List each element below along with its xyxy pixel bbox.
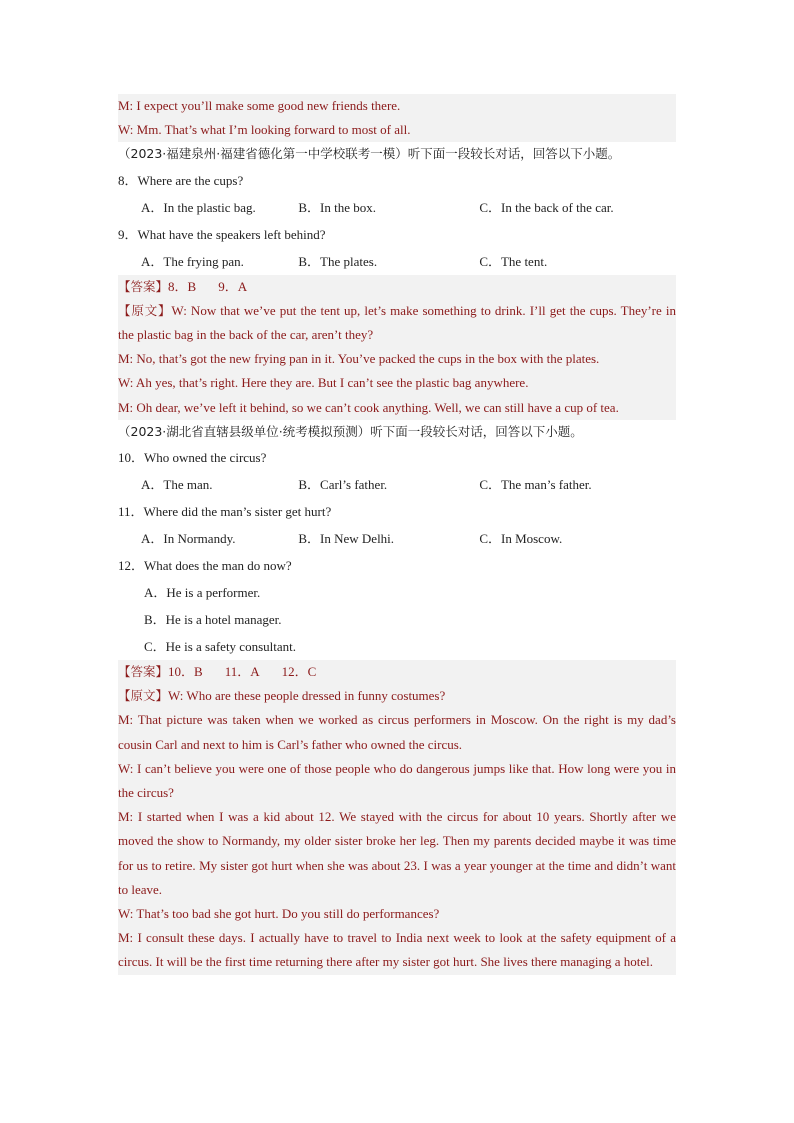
options-row bbox=[118, 471, 676, 498]
option-c: C．He is a safety consultant. bbox=[144, 639, 296, 655]
transcript-line: M: That picture was taken when we worked as circus performers in Moscow. On the right is my dad’s cousin Carl and next to him is Carl’s father who owned the circus. bbox=[118, 712, 676, 752]
option-b: B．In New Delhi. bbox=[298, 531, 395, 547]
options-row bbox=[118, 194, 676, 221]
question-stem: 11．Where did the man’s sister get hurt? bbox=[118, 504, 332, 520]
section-intro: （2023·湖北省直辖县级单位·统考模拟预测）听下面一段较长对话，回答以下小题。 bbox=[118, 423, 583, 439]
transcript-line: M: I consult these days. I actually have to travel to India next week to look at the safety equipment of a circus. It will be the first time returning there after my sister got hurt. She lives there managing a hotel. bbox=[118, 930, 676, 970]
transcript-line: W: Ah yes, that’s right. Here they are. But I can’t see the plastic bag anywhere. bbox=[118, 375, 529, 391]
option-a: A．The man. bbox=[141, 477, 213, 493]
option-c: C．In Moscow. bbox=[479, 531, 563, 547]
answer-item: 11．A bbox=[224, 664, 260, 680]
section-intro: （2023·福建泉州·福建省德化第一中学校联考一模）听下面一段较长对话，回答以下小题。 bbox=[118, 146, 621, 162]
text-tag: 【原文】 bbox=[118, 688, 169, 704]
question-stem: 12．What does the man do now? bbox=[118, 558, 292, 574]
transcript-line: W: That’s too bad she got hurt. Do you still do performances? bbox=[118, 906, 440, 922]
answer-tag: 【答案】 bbox=[118, 278, 169, 294]
option-a: A．In the plastic bag. bbox=[141, 199, 256, 215]
transcript-line: M: Oh dear, we’ve left it behind, so we can’t cook anything. Well, we can still have a cup of tea. bbox=[118, 399, 619, 415]
transcript-line: 【原文】W: Who are these people dressed in funny costumes? bbox=[118, 688, 446, 704]
option-b: B．In the box. bbox=[298, 199, 376, 215]
option-c: C．The man’s father. bbox=[479, 477, 592, 493]
options-row bbox=[118, 525, 676, 552]
transcript-line: M: I expect you’ll make some good new friends there. bbox=[118, 98, 401, 113]
answer-block bbox=[118, 660, 676, 975]
option-b: B．The plates. bbox=[298, 253, 378, 269]
option-a: A．He is a performer. bbox=[144, 585, 261, 601]
option-c: C．The tent. bbox=[479, 253, 548, 269]
transcript-line: W: I can’t believe you were one of those people who do dangerous jumps like that. How long were you in the circus? bbox=[118, 760, 676, 801]
answer-item: 8．B bbox=[168, 278, 197, 294]
answer-block bbox=[118, 275, 676, 420]
question-stem: 8．Where are the cups? bbox=[118, 172, 244, 188]
question-stem: 10．Who owned the circus? bbox=[118, 450, 267, 466]
transcript-line: 【原文】W: Now that we’ve put the tent up, let’s make something to drink. I’ll get the cups. They’re in the plastic bag in the back of the car, aren’t they? bbox=[118, 302, 676, 343]
answer-tag: 【答案】 bbox=[118, 664, 169, 680]
answer-item: 10．B bbox=[168, 664, 203, 680]
answer-item: 9．A bbox=[218, 278, 248, 294]
transcript-line: M: No, that’s got the new frying pan in it. You’ve packed the cups in the box with the plates. bbox=[118, 351, 600, 367]
answer-item: 12．C bbox=[281, 664, 317, 680]
answer-line bbox=[118, 660, 676, 684]
transcript-line: W: Mm. That’s what I’m looking forward to most of all. bbox=[118, 122, 411, 138]
text-tag: 【原文】 bbox=[118, 302, 172, 318]
answer-line bbox=[118, 275, 676, 299]
option-a: A．In Normandy. bbox=[141, 531, 236, 547]
question-stem: 9．What have the speakers left behind? bbox=[118, 226, 326, 242]
transcript-line: M: I started when I was a kid about 12. We stayed with the circus for about 10 years. Shortly after we moved the show to Normandy, my older sister broke her leg. Then my parents decided maybe it was time for us to retire. My sister got hurt when she was about 23. I was a year younger at the time and didn’t want to leave. bbox=[118, 809, 676, 897]
option-b: B．Carl’s father. bbox=[298, 477, 388, 493]
options-row bbox=[118, 248, 676, 275]
option-b: B．He is a hotel manager. bbox=[144, 612, 282, 628]
document-page bbox=[118, 94, 676, 975]
transcript-continued bbox=[118, 94, 676, 142]
option-a: A．The frying pan. bbox=[141, 253, 244, 269]
option-c: C．In the back of the car. bbox=[479, 199, 614, 215]
